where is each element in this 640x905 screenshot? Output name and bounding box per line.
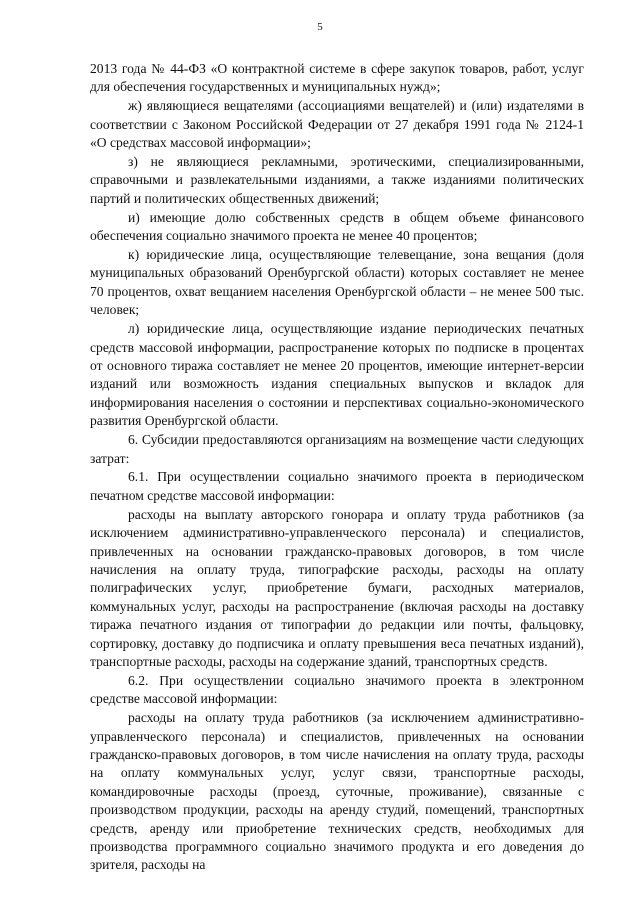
paragraph-section-6-2: 6.2. При осуществлении социально значимого проекта в электронном средстве массовой информации: bbox=[90, 672, 584, 707]
paragraph-section-6: 6. Субсидии предоставляются организациям на возмещение части следующих затрат: bbox=[90, 432, 584, 466]
paragraph-item-z: з) не являющиеся рекламными, эротическими, специализированными, справочными и развлекательными изданиями, а также изданиями политических партий и политических общественных движений; bbox=[90, 154, 584, 206]
paragraph-item-l: л) юридические лица, осуществляющие издание периодических печатных средств массовой информации, распространение которых по подписке в процентах от основного тиража составляет не менее 20 процентов, имеющие интернет-версии изданий или возможность издания специальных выпусков и вкладок для информирования населения о состоянии и перспективах социально-экономического развития Оренбургской области. bbox=[90, 321, 584, 429]
paragraph-expenses-print: расходы на выплату авторского гонорара и оплату труда работников (за исключением административно-управленческого персонала) и специалистов, привлеченных на основании гражданско-правовых договоров, в том числе начисления на оплату труда, типографские расходы, расходы на оплату полиграфических услуг, приобретение бумаги, расходных материалов, коммунальных услуг, расходы на распространение (включая расходы на доставку тиража печатного издания от типографии до редакции или почты, фальцовку, сортировку, доставку до подписчика и оплату превышения веса печатных изданий), транспортные расходы, расходы на содержание зданий, транспортных средств. bbox=[90, 506, 584, 669]
document-body bbox=[90, 60, 584, 875]
paragraph-item-i: и) имеющие долю собственных средств в общем объеме финансового обеспечения социально значимого проекта не менее 40 процентов; bbox=[90, 209, 584, 244]
page-number: 5 bbox=[317, 21, 323, 33]
paragraph-item-zh: ж) являющиеся вещателями (ассоциациями вещателей) и (или) издателями в соответствии с Законом Российской Федерации от 27 декабря 1991 года № 2124-1 «О средствах массовой информации»; bbox=[90, 98, 584, 151]
paragraph: 2013 года № 44-ФЗ «О контрактной системе в сфере закупок товаров, работ, услуг для обеспечения государственных и муниципальных нужд»; bbox=[90, 61, 584, 95]
paragraph-item-k: к) юридические лица, осуществляющие телевещание, зона вещания (доля муниципальных образований Оренбургской области) которых составляет не менее 70 процентов, охват вещанием населения Оренбургской области – не менее 500 тыс. человек; bbox=[90, 247, 584, 318]
paragraph-section-6-1: 6.1. При осуществлении социально значимого проекта в периодическом печатном средстве массовой информации: bbox=[90, 469, 584, 503]
paragraph-expenses-electronic: расходы на оплату труда работников (за исключением административно-управленческого персонала) и специалистов, привлеченных на основании гражданско-правовых договоров, в том числе начисления на оплату труда, расходы на оплату коммунальных услуг, услуг связи, транспортные расходы, командировочные расходы (проезд, суточные, проживание), связанные с производством продукции, расходы на аренду студий, помещений, транспортных средств, аренду или приобретение технических средств, необходимых для производства программного социально значимого продукта и его доведения до зрителя, расходы на bbox=[90, 710, 584, 873]
